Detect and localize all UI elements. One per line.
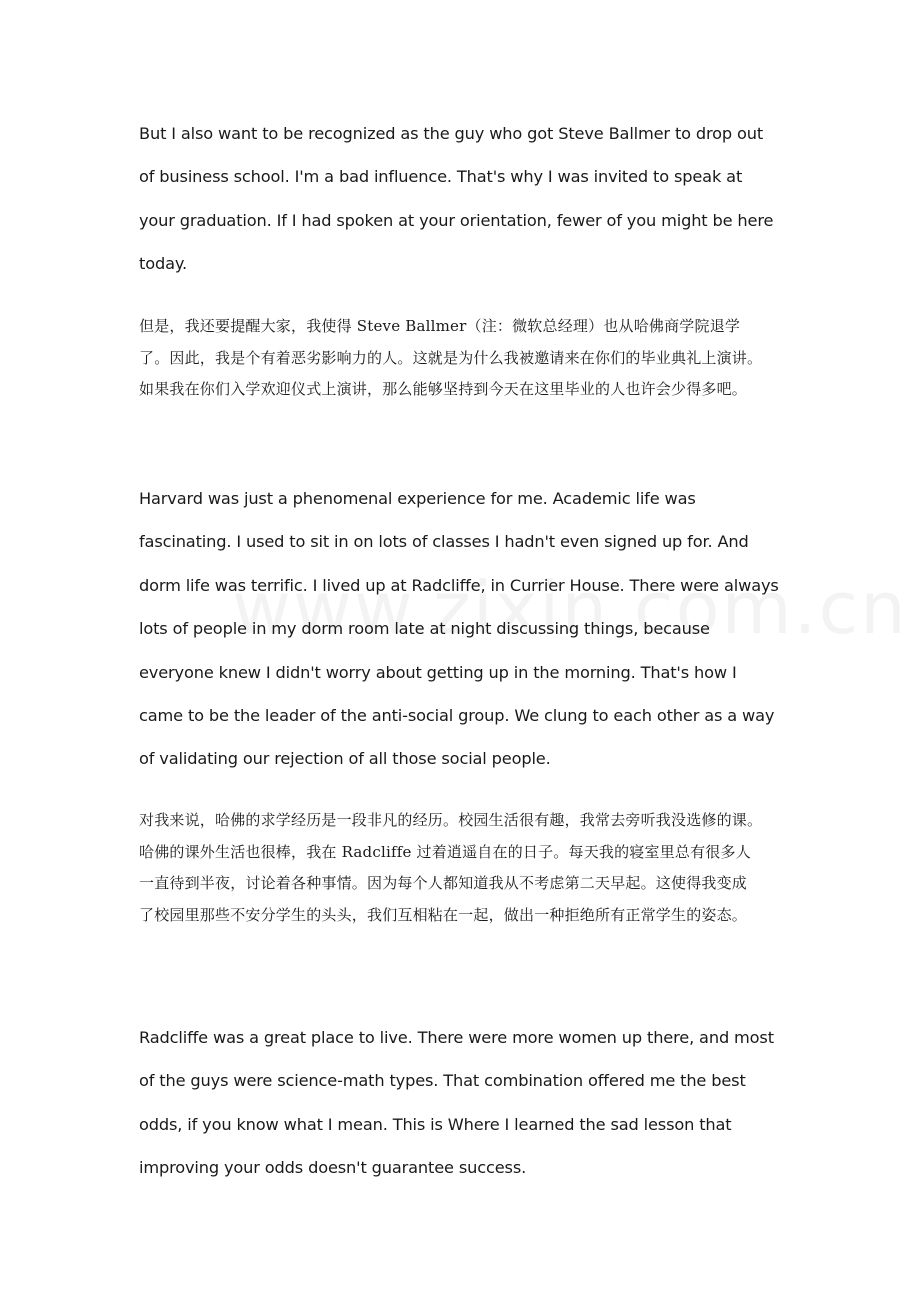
text-line: 哈佛的课外生活也很棒，我在 Radcliffe 过着逍遥自在的日子。每天我的寝室里总有很多人: [139, 842, 751, 861]
text-line: Radcliffe was a great place to live. There were more women up there, and most: [139, 1028, 774, 1047]
text-line: 对我来说，哈佛的求学经历是一段非凡的经历。校园生活很有趣，我常去旁听我没选修的课。: [139, 811, 763, 829]
text-line: improving your odds doesn't guarantee success.: [139, 1158, 527, 1178]
text-line: your graduation. If I had spoken at your orientation, fewer of you might be here: [139, 210, 774, 230]
text-line: But I also want to be recognized as the guy who got Steve Ballmer to drop out: [139, 124, 764, 143]
text-line: 但是，我还要提醒大家，我使得 Steve Ballmer（注：微软总经理）也从哈佛商学院退学: [139, 317, 741, 335]
text-line: dorm life was terrific. I lived up at Radcliffe, in Currier House. There were always: [139, 575, 779, 595]
text-line: of business school. I'm a bad influence. That's why I was invited to speak at: [139, 167, 743, 187]
paragraph-english-3: [139, 1016, 785, 1190]
text-line: odds, if you know what I mean. This is Where I learned the sad lesson that: [139, 1114, 732, 1134]
text-line: fascinating. I used to sit in on lots of classes I hadn't even signed up for. And: [139, 532, 749, 552]
text-line: everyone knew I didn't worry about getting up in the morning. That's how I: [139, 662, 737, 682]
paragraph-english-1: [139, 112, 785, 286]
text-line: lots of people in my dorm room late at night discussing things, because: [139, 619, 710, 639]
text-line: Harvard was just a phenomenal experience for me. Academic life was: [139, 489, 696, 508]
text-line: 了。因此，我是个有着恶劣影响力的人。这就是为什么我被邀请来在你们的毕业典礼上演讲。: [139, 348, 763, 367]
text-line: 如果我在你们入学欢迎仪式上演讲，那么能够坚持到今天在这里毕业的人也许会少得多吧。: [139, 380, 748, 398]
paragraph-english-2: [139, 477, 785, 781]
text-line: 了校园里那些不安分学生的头头，我们互相粘在一起，做出一种拒绝所有正常学生的姿态。: [139, 905, 748, 924]
text-line: of validating our rejection of all those social people.: [139, 749, 551, 769]
text-line: 一直待到半夜，讨论着各种事情。因为每个人都知道我从不考虑第二天早起。这使得我变成: [139, 874, 748, 892]
paragraph-chinese-2: [139, 805, 785, 931]
text-line: of the guys were science-math types. That combination offered me the best: [139, 1071, 746, 1091]
paragraph-chinese-1: [139, 311, 785, 406]
text-line: today.: [139, 254, 187, 274]
text-line: came to be the leader of the anti-social group. We clung to each other as a way: [139, 706, 775, 726]
